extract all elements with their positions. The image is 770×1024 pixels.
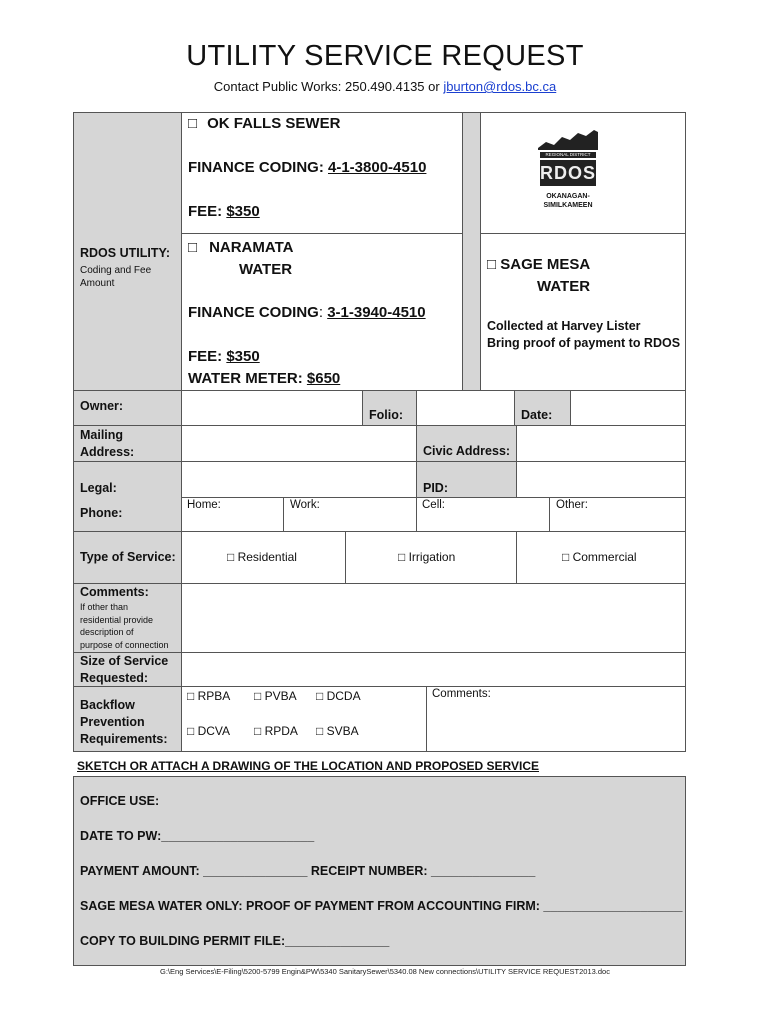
ok-falls-label: OK FALLS SEWER bbox=[207, 115, 341, 132]
comments-note-line: purpose of connection bbox=[80, 639, 169, 650]
other-phone-input[interactable] bbox=[550, 498, 685, 531]
contact-email-link[interactable]: jburton@rdos.bc.ca bbox=[443, 79, 557, 94]
cell-phone-input[interactable] bbox=[417, 498, 549, 531]
comments-note-line: If other than bbox=[80, 602, 129, 612]
rule bbox=[73, 751, 686, 752]
finance-coding-sep: : bbox=[318, 304, 328, 321]
logo-name-text bbox=[530, 192, 606, 210]
backflow-label-line: Requirements: bbox=[80, 732, 168, 746]
cell-phone-label: Cell: bbox=[422, 499, 446, 511]
legal-phone-label-shade bbox=[73, 461, 181, 531]
water-meter-label: WATER METER: bbox=[188, 370, 307, 387]
coding-fee-note-line: Amount bbox=[80, 278, 115, 289]
water-meter-value: $650 bbox=[306, 370, 341, 387]
ok-falls-fee bbox=[188, 203, 260, 220]
rule bbox=[462, 112, 463, 390]
rule bbox=[516, 531, 517, 583]
fee-label: FEE: bbox=[188, 203, 227, 220]
rdos-logo bbox=[536, 128, 600, 214]
size-label-line: Size of Service bbox=[80, 654, 169, 668]
sage-mesa-proof-field: SAGE MESA WATER ONLY: PROOF OF PAYMENT FROM ACCOUNTING FIRM: ____________________ bbox=[80, 899, 683, 913]
work-phone-input[interactable] bbox=[284, 498, 416, 531]
fee-value: $350 bbox=[226, 203, 260, 220]
copy-to-permit-field: COPY TO BUILDING PERMIT FILE:_______________ bbox=[80, 934, 390, 948]
legal-label: Legal: bbox=[80, 481, 117, 495]
comments-note-line: residential provide bbox=[80, 614, 154, 625]
finance-coding-value: 3-1-3940-4510 bbox=[327, 304, 426, 321]
home-phone-input[interactable] bbox=[182, 498, 283, 531]
rdos-utility-label: RDOS UTILITY: bbox=[80, 246, 171, 260]
type-of-service-label: Type of Service: bbox=[80, 550, 176, 564]
rule bbox=[362, 390, 363, 425]
rule bbox=[73, 531, 686, 532]
finance-coding-label: FINANCE CODING: bbox=[188, 159, 328, 176]
rule bbox=[181, 233, 462, 234]
rule bbox=[685, 112, 686, 751]
rule bbox=[345, 531, 346, 583]
naramata-label: NARAMATA bbox=[209, 239, 294, 256]
civic-address-label: Civic Address: bbox=[423, 444, 511, 458]
backflow-label bbox=[80, 697, 168, 748]
pid-input[interactable] bbox=[517, 462, 685, 497]
folio-label: Folio: bbox=[369, 408, 404, 422]
finance-coding-value: 4-1-3800-4510 bbox=[328, 159, 427, 176]
dcva-checkbox[interactable]: □ DCVA bbox=[187, 724, 231, 738]
residential-checkbox[interactable]: □ Residential bbox=[227, 550, 297, 564]
folio-input[interactable] bbox=[417, 391, 514, 425]
work-phone-label: Work: bbox=[290, 499, 320, 511]
commercial-checkbox[interactable]: □ Commercial bbox=[562, 550, 637, 564]
svba-checkbox[interactable]: □ SVBA bbox=[316, 724, 359, 738]
rule bbox=[73, 112, 686, 113]
mailing-label-line: Address: bbox=[80, 445, 135, 459]
date-input[interactable] bbox=[571, 391, 685, 425]
ok-falls-finance-coding bbox=[188, 159, 426, 176]
logo-name-line: OKANAGAN- bbox=[546, 193, 590, 200]
date-to-pw-field: DATE TO PW:______________________ bbox=[80, 829, 315, 843]
pid-label: PID: bbox=[423, 481, 448, 495]
backflow-comments-input[interactable] bbox=[427, 687, 685, 751]
irrigation-checkbox[interactable]: □ Irrigation bbox=[398, 550, 456, 564]
logo-abbr-text: RDOS bbox=[539, 163, 596, 183]
contact-line bbox=[0, 79, 770, 94]
mailing-address-input[interactable] bbox=[182, 426, 416, 461]
file-path-footer: G:\Eng Services\E-Filing\5200-5799 Engin&PW\5340 SanitarySewer\5340.08 New connections\UTILITY SERVICE REQUEST2013.doc bbox=[160, 967, 610, 976]
finance-coding-label: FINANCE CODING bbox=[188, 304, 319, 321]
size-of-service-label bbox=[80, 653, 168, 687]
rule bbox=[480, 233, 686, 234]
dcda-checkbox[interactable]: □ DCDA bbox=[316, 689, 361, 703]
mailing-address-label bbox=[80, 427, 134, 461]
logo-name-line: SIMILKAMEEN bbox=[543, 202, 593, 209]
rule bbox=[480, 112, 481, 390]
naramata-fee bbox=[188, 348, 260, 365]
comments-input[interactable] bbox=[182, 584, 685, 652]
sage-mesa-note bbox=[487, 318, 680, 352]
naramata-checkbox[interactable]: □ bbox=[188, 239, 198, 256]
home-phone-label: Home: bbox=[187, 499, 221, 511]
backflow-label-line: Backflow bbox=[80, 698, 135, 712]
ok-falls-checkbox[interactable]: □ bbox=[188, 115, 198, 132]
fee-label: FEE: bbox=[188, 348, 227, 365]
rule bbox=[514, 390, 515, 425]
payment-receipt-field: PAYMENT AMOUNT: _______________ RECEIPT NUMBER: _______________ bbox=[80, 864, 536, 878]
rpda-checkbox[interactable]: □ RPDA bbox=[254, 724, 298, 738]
sage-mesa-note-line: Collected at Harvey Lister bbox=[487, 319, 641, 333]
contact-prefix: Contact Public Works: 250.490.4135 or bbox=[213, 79, 444, 94]
coding-fee-note bbox=[80, 264, 151, 290]
size-label-line: Requested: bbox=[80, 671, 149, 685]
coding-fee-note-line: Coding and Fee bbox=[80, 265, 152, 276]
fee-value: $350 bbox=[226, 348, 260, 365]
naramata-label-2: WATER bbox=[239, 261, 293, 278]
rule bbox=[73, 776, 686, 777]
sketch-instruction: SKETCH OR ATTACH A DRAWING OF THE LOCATION AND PROPOSED SERVICE bbox=[77, 759, 540, 773]
phone-label: Phone: bbox=[80, 506, 123, 520]
rule bbox=[73, 776, 74, 965]
pvba-checkbox[interactable]: □ PVBA bbox=[254, 689, 297, 703]
rule bbox=[685, 776, 686, 965]
backflow-label-line: Prevention bbox=[80, 715, 145, 729]
comments-note-line: description of bbox=[80, 627, 134, 637]
sage-mesa-water-option[interactable] bbox=[487, 254, 590, 298]
comments-label: Comments: bbox=[80, 585, 149, 599]
logo-district-text: REGIONAL DISTRICT bbox=[545, 152, 591, 157]
ok-falls-sewer-option[interactable] bbox=[188, 115, 340, 132]
office-use-label: OFFICE USE: bbox=[80, 794, 160, 808]
civic-address-input[interactable] bbox=[517, 426, 685, 461]
legal-input[interactable] bbox=[182, 462, 416, 497]
sage-mesa-note-line: Bring proof of payment to RDOS bbox=[487, 336, 681, 350]
mailing-label-line: Mailing bbox=[80, 428, 124, 442]
naramata-water-meter bbox=[188, 370, 340, 387]
other-phone-label: Other: bbox=[556, 499, 588, 511]
comments-note bbox=[80, 601, 169, 651]
utility-divider-shade bbox=[462, 112, 480, 390]
rpba-checkbox[interactable]: □ RPBA bbox=[187, 689, 231, 703]
rule bbox=[73, 965, 686, 966]
date-label: Date: bbox=[521, 408, 553, 422]
page-title: UTILITY SERVICE REQUEST bbox=[186, 40, 584, 72]
size-of-service-input[interactable] bbox=[182, 653, 685, 686]
owner-input[interactable] bbox=[182, 391, 362, 425]
naramata-water-option[interactable] bbox=[188, 237, 294, 281]
owner-label: Owner: bbox=[80, 399, 124, 413]
sage-mesa-label-2: WATER bbox=[537, 278, 591, 295]
naramata-finance-coding bbox=[188, 304, 426, 321]
rule bbox=[73, 112, 74, 751]
backflow-comments-label: Comments: bbox=[432, 688, 491, 700]
sage-mesa-label[interactable]: □ SAGE MESA bbox=[487, 256, 591, 273]
